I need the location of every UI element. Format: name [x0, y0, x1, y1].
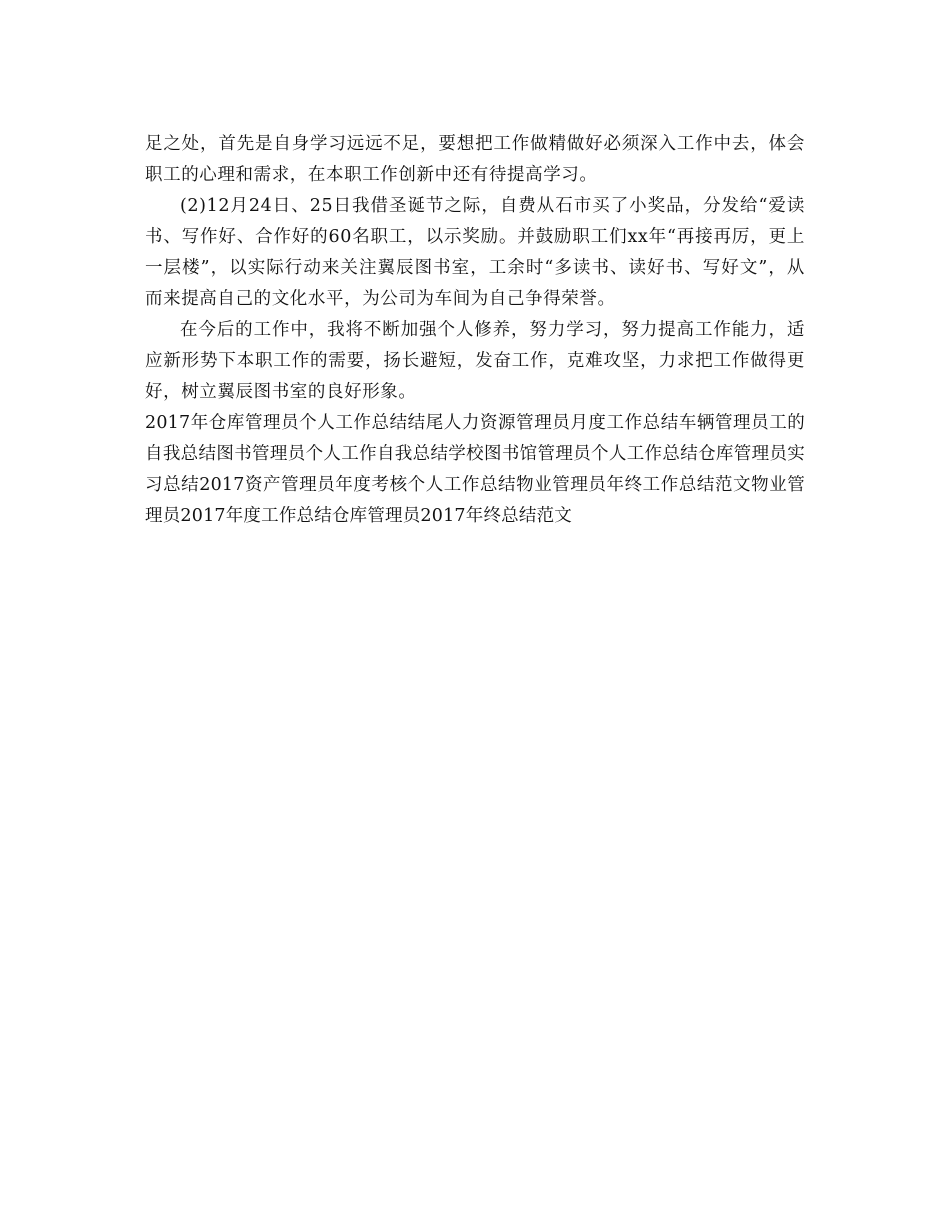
paragraph-continuation: 足之处，首先是自身学习远远不足，要想把工作做精做好必须深入工作中去，体会职工的心理和需求，在本职工作创新中还有待提高学习。 — [145, 134, 805, 185]
related-articles-text: 2017年仓库管理员个人工作总结结尾人力资源管理员月度工作总结车辆管理员工的自我总结图书管理员个人工作自我总结学校图书馆管理员个人工作总结仓库管理员实习总结2017资产管理员年度考核个人工作总结物业管理员年终工作总结范文物业管理员2017年度工作总结仓库管理员2017年终总结范文 — [145, 413, 805, 526]
document-body — [145, 129, 805, 532]
paragraph-future-work: 在今后的工作中，我将不断加强个人修养，努力学习，努力提高工作能力，适应新形势下本职工作的需要，扬长避短，发奋工作，克难攻坚，力求把工作做得更好，树立翼辰图书室的良好形象。 — [145, 320, 805, 402]
paragraph-christmas-rewards: (2)12月24日、25日我借圣诞节之际，自费从石市买了小奖品，分发给“爱读书、写作好、合作好的60名职工，以示奖励。并鼓励职工们xx年“再接再厉，更上一层楼”，以实际行动来关注翼辰图书室，工余时“多读书、读好书、写好文”，从而来提高自己的文化水平，为公司为车间为自己争得荣誉。 — [145, 196, 805, 309]
